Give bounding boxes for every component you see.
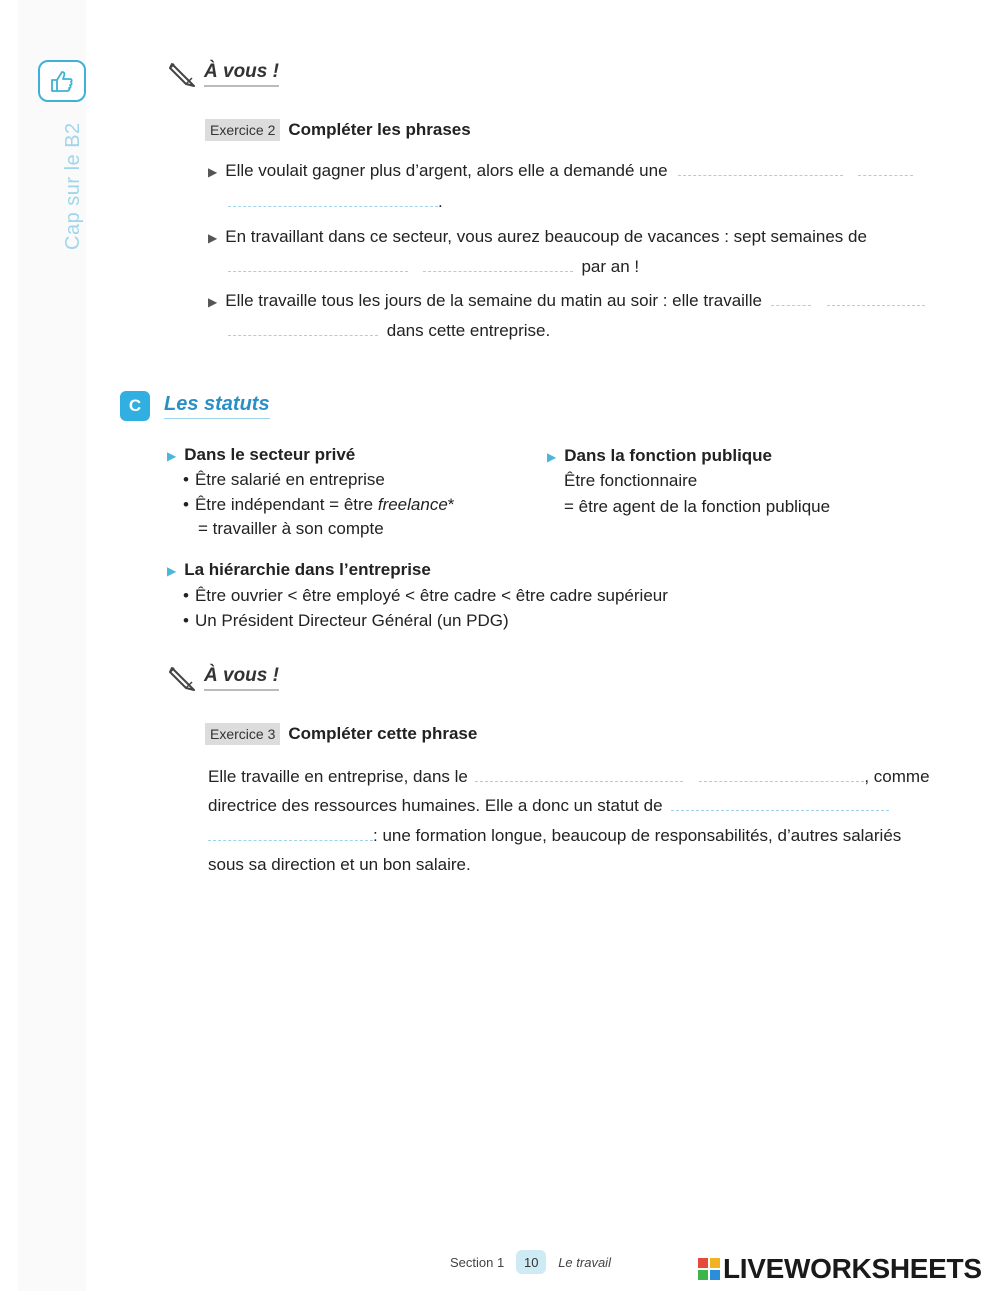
bullet-triangle-icon: ▶ bbox=[208, 231, 218, 245]
sentence-end: par an ! bbox=[581, 257, 640, 276]
section-c-header bbox=[120, 391, 270, 421]
thumbs-up-icon bbox=[38, 60, 86, 102]
logo-mark-icon bbox=[698, 1258, 720, 1280]
item-asterisk: * bbox=[447, 495, 455, 514]
sentence-text: , comme bbox=[864, 767, 930, 786]
section-letter-badge: C bbox=[120, 391, 150, 421]
exercise-3-title bbox=[205, 723, 477, 745]
exercise-heading: Compléter les phrases bbox=[288, 120, 471, 139]
publique-heading bbox=[547, 446, 772, 466]
answer-blank[interactable] bbox=[475, 767, 683, 782]
bullet-triangle-icon: ▶ bbox=[167, 449, 177, 463]
footer-chapter: Le travail bbox=[558, 1254, 611, 1270]
hierarchie-heading bbox=[167, 560, 431, 580]
prive-item-2: • Être indépendant = être freelance* bbox=[183, 495, 455, 514]
sentence-text: Elle travaille tous les jours de la semaine du matin au soir : elle travaille bbox=[225, 291, 762, 310]
sidebar-vertical-title: Cap sur le B2 bbox=[62, 122, 84, 250]
sentence-end: . bbox=[438, 192, 443, 211]
exercise-3-line-3 bbox=[208, 826, 901, 846]
exercise-2-title bbox=[205, 119, 471, 141]
a-vous-heading bbox=[168, 664, 279, 692]
footer-section: Section 1 bbox=[450, 1254, 505, 1270]
sentence-text: En travaillant dans ce secteur, vous aurez beaucoup de vacances : sept semaines de bbox=[225, 227, 867, 246]
bullet-triangle-icon: ▶ bbox=[547, 450, 557, 464]
prive-heading bbox=[167, 445, 355, 465]
answer-blank[interactable] bbox=[771, 291, 811, 306]
sentence-end: dans cette entreprise. bbox=[386, 321, 551, 340]
answer-blank[interactable] bbox=[228, 321, 378, 336]
liveworksheets-logo bbox=[698, 1253, 982, 1285]
hierarchie-item-2: • Un Président Directeur Général (un PDG) bbox=[183, 611, 509, 630]
answer-blank[interactable] bbox=[678, 161, 843, 176]
exercise-tag: Exercice 3 bbox=[205, 723, 280, 745]
answer-blank[interactable] bbox=[208, 826, 373, 841]
answer-blank[interactable] bbox=[827, 291, 925, 306]
item-text: Un Président Directeur Général (un PDG) bbox=[194, 611, 509, 630]
exercise-2-sentence-2 bbox=[208, 227, 867, 247]
sentence-text: Elle travaille en entreprise, dans le bbox=[208, 767, 468, 786]
bullet-triangle-icon: ▶ bbox=[208, 165, 218, 179]
item-text: Être indépendant = être bbox=[194, 495, 378, 514]
answer-blank[interactable] bbox=[228, 257, 408, 272]
sentence-text: : une formation longue, beaucoup de responsabilités, d’autres salariés bbox=[373, 826, 902, 845]
prive-item-1: • Être salarié en entreprise bbox=[183, 470, 385, 489]
bullet-triangle-icon: ▶ bbox=[208, 295, 218, 309]
item-text: Être ouvrier < être employé < être cadre < être cadre supérieur bbox=[194, 586, 668, 605]
exercise-2-sentence-3-cont bbox=[228, 321, 550, 341]
answer-blank[interactable] bbox=[228, 192, 438, 207]
page-number: 10 bbox=[516, 1250, 546, 1274]
answer-blank[interactable] bbox=[423, 257, 573, 272]
heading-text: Dans la fonction publique bbox=[564, 446, 773, 465]
exercise-3-line-1 bbox=[208, 767, 930, 787]
exercise-tag: Exercice 2 bbox=[205, 119, 280, 141]
sentence-text: directrice des ressources humaines. Elle a donc un statut de bbox=[208, 796, 663, 815]
page-footer bbox=[450, 1250, 611, 1274]
publique-line-1: Être fonctionnaire bbox=[564, 471, 698, 490]
bullet-triangle-icon: ▶ bbox=[167, 564, 177, 578]
answer-blank[interactable] bbox=[699, 767, 864, 782]
sentence-text: Elle voulait gagner plus d’argent, alors elle a demandé une bbox=[225, 161, 668, 180]
pencil-icon bbox=[168, 60, 198, 88]
a-vous-label: À vous ! bbox=[204, 665, 279, 691]
exercise-2-sentence-1-cont bbox=[228, 192, 443, 212]
answer-blank[interactable] bbox=[858, 161, 913, 176]
exercise-3-line-4: sous sa direction et un bon salaire. bbox=[208, 855, 471, 874]
item-text-italic: freelance bbox=[377, 495, 448, 514]
section-title: Les statuts bbox=[164, 393, 270, 419]
exercise-2-sentence-2-cont bbox=[228, 257, 639, 277]
item-text: Être salarié en entreprise bbox=[194, 470, 385, 489]
heading-text: La hiérarchie dans l’entreprise bbox=[184, 560, 431, 579]
publique-line-2: = être agent de la fonction publique bbox=[564, 497, 831, 516]
heading-text: Dans le secteur privé bbox=[184, 445, 356, 464]
prive-item-2-cont: = travailler à son compte bbox=[198, 519, 384, 538]
a-vous-label: À vous ! bbox=[204, 61, 279, 87]
exercise-3-line-2 bbox=[208, 796, 889, 816]
brand-name: LIVEWORKSHEETS bbox=[723, 1253, 982, 1284]
a-vous-heading bbox=[168, 60, 279, 88]
exercise-2-sentence-1 bbox=[208, 161, 913, 181]
hierarchie-item-1: • Être ouvrier < être employé < être cadre < être cadre supérieur bbox=[183, 586, 668, 605]
pencil-icon bbox=[168, 664, 198, 692]
exercise-2-sentence-3 bbox=[208, 291, 925, 311]
exercise-heading: Compléter cette phrase bbox=[288, 724, 478, 743]
answer-blank[interactable] bbox=[671, 796, 889, 811]
